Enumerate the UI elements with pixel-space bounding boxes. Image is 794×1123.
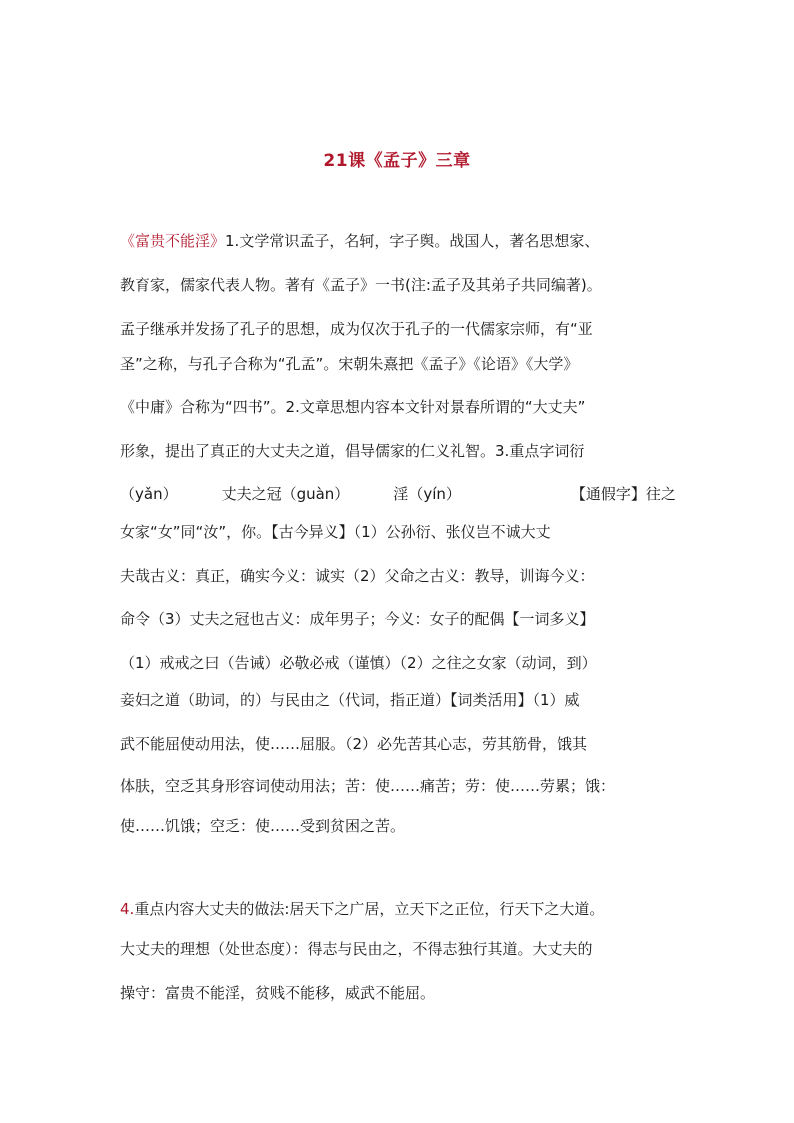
text-line: 孟子继承并发扬了孔子的思想，成为仅次于孔子的一代儒家宗师，有“亚 xyxy=(120,320,593,338)
text-line: （1）戒戒之曰（告诫）必敬必戒（谨慎）（2）之往之女家（动词，到） xyxy=(120,654,597,672)
text-line: 大丈夫的理想（处世态度）：得志与民由之，不得志独行其道。大丈夫的 xyxy=(120,940,593,958)
page-title: 21课《孟子》三章 xyxy=(323,151,471,171)
text-line xyxy=(120,899,740,919)
text-line: 使……饥饿；空乏：使……受到贫困之苦。 xyxy=(120,817,406,835)
section-heading: 《富贵不能淫》 xyxy=(120,232,226,250)
text-line: 女家“女”同“汝”，你。【古今异义】（1）公孙衍、张仪岂不诚大丈 xyxy=(120,523,551,541)
pinyin-guan: 丈夫之冠（guàn） xyxy=(221,485,350,503)
section-number: 4. xyxy=(120,900,135,918)
pinyin-line xyxy=(120,484,740,504)
text-span: 1.文学常识孟子，名轲，字子舆。战国人，著名思想家、 xyxy=(225,232,600,250)
text-line: 夫哉古义：真正，确实今义：诚实（2）父命之古义：教导，训诲今义： xyxy=(120,567,595,585)
text-line: 操守：富贵不能淫，贫贱不能移，威武不能屈。 xyxy=(120,984,436,1002)
text-line: 形象，提出了真正的大丈夫之道，倡导儒家的仁义礼智。3.重点字词衍 xyxy=(120,442,585,460)
text-line: 《中庸》合称为“四书”。2.文章思想内容本文针对景春所谓的“大丈夫” xyxy=(120,398,586,416)
pinyin-yan: （yǎn） xyxy=(120,485,178,503)
pinyin-yin: 淫（yín） xyxy=(393,485,461,503)
text-line: 体肤，空乏其身形容词使动用法；苦：使……痛苦；劳：使……劳累；饿： xyxy=(120,777,616,795)
tongjia-label: 【通假字】往之 xyxy=(570,485,676,503)
text-line: 圣”之称，与孔子合称为“孔孟”。宋朝朱熹把《孟子》《论语》《大学》 xyxy=(120,355,579,373)
text-span: 重点内容大丈夫的做法:居天下之广居，立天下之正位，行天下之大道。 xyxy=(134,900,605,918)
text-line: 教育家，儒家代表人物。著有《孟子》一书(注:孟子及其弟子共同编著)。 xyxy=(120,276,602,294)
text-line xyxy=(120,231,740,251)
text-line: 命令（3）丈夫之冠也古义：成年男子；今义：女子的配偶【一词多义】 xyxy=(120,610,595,628)
text-line: 武不能屈使动用法，使……屈服。（2）必先苦其心志，劳其筋骨，饿其 xyxy=(120,735,588,753)
text-line: 妾妇之道（助词，的）与民由之（代词，指正道）【词类活用】（1）威 xyxy=(120,691,580,709)
